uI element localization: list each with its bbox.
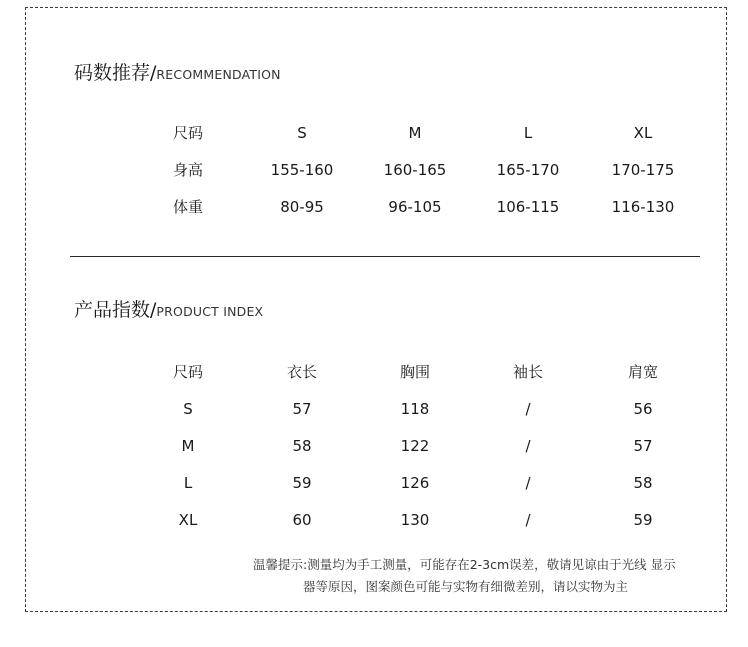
table-cell: /	[525, 437, 531, 455]
product-index-title-cn: 产品指数	[74, 299, 151, 321]
recommendation-title-cn: 码数推荐	[74, 62, 151, 84]
recommendation-header-row	[26, 123, 726, 160]
table-cell: 58	[633, 474, 653, 492]
recommendation-row	[26, 197, 726, 234]
table-cell: 59	[292, 474, 312, 492]
recommendation-title-en: RECOMMENDATION	[156, 67, 281, 82]
row-label: L	[183, 474, 193, 492]
recommendation-title-slash: /	[150, 62, 157, 84]
column-header: M	[408, 124, 422, 142]
table-cell: 58	[292, 437, 312, 455]
table-cell: 60	[292, 511, 312, 529]
table-cell: 96-105	[388, 198, 442, 216]
product-index-row	[26, 473, 726, 510]
table-cell: 170-175	[611, 161, 675, 179]
size-chart-frame	[25, 7, 727, 612]
table-cell: 106-115	[496, 198, 560, 216]
section-divider	[70, 256, 700, 257]
column-header: 袖长	[512, 363, 543, 381]
column-header: XL	[633, 124, 653, 142]
table-cell: 130	[400, 511, 430, 529]
row-label: 身高	[172, 161, 203, 179]
column-header: S	[297, 124, 307, 142]
table-cell: 160-165	[383, 161, 447, 179]
row-label: M	[181, 437, 195, 455]
row-label: S	[183, 400, 193, 418]
table-cell: /	[525, 400, 531, 418]
table-cell: 80-95	[280, 198, 324, 216]
table-cell: 122	[400, 437, 430, 455]
column-header: 尺码	[172, 363, 203, 381]
column-header: L	[523, 124, 533, 142]
table-cell: /	[525, 474, 531, 492]
table-cell: 57	[292, 400, 312, 418]
note-line-2: 器等原因，图案颜色可能与实物有细微差别，请以实物为主	[303, 579, 629, 594]
table-cell: 116-130	[611, 198, 675, 216]
note-line-1: 温馨提示:测量均为手工测量，可能存在2-3cm误差，敬请见谅由于光线 显示	[253, 557, 676, 572]
table-cell: 57	[633, 437, 653, 455]
column-header: 肩宽	[627, 363, 658, 381]
product-index-row	[26, 510, 726, 547]
product-index-row	[26, 399, 726, 436]
recommendation-row	[26, 160, 726, 197]
product-index-table	[26, 362, 726, 547]
row-label: 体重	[172, 198, 203, 216]
table-cell: 155-160	[270, 161, 334, 179]
recommendation-table	[26, 123, 726, 234]
product-index-row	[26, 436, 726, 473]
recommendation-heading	[74, 58, 281, 85]
table-cell: 126	[400, 474, 430, 492]
table-cell: 165-170	[496, 161, 560, 179]
row-label: XL	[178, 511, 198, 529]
column-header: 尺码	[172, 124, 203, 142]
table-cell: 118	[400, 400, 430, 418]
product-index-heading	[74, 295, 263, 322]
product-index-header-row	[26, 362, 726, 399]
product-index-title-slash: /	[150, 299, 157, 321]
product-index-title-en: PRODUCT INDEX	[156, 304, 264, 319]
table-cell: /	[525, 511, 531, 529]
table-cell: 56	[633, 400, 653, 418]
column-header: 胸围	[399, 363, 430, 381]
table-cell: 59	[633, 511, 653, 529]
column-header: 衣长	[286, 363, 317, 381]
